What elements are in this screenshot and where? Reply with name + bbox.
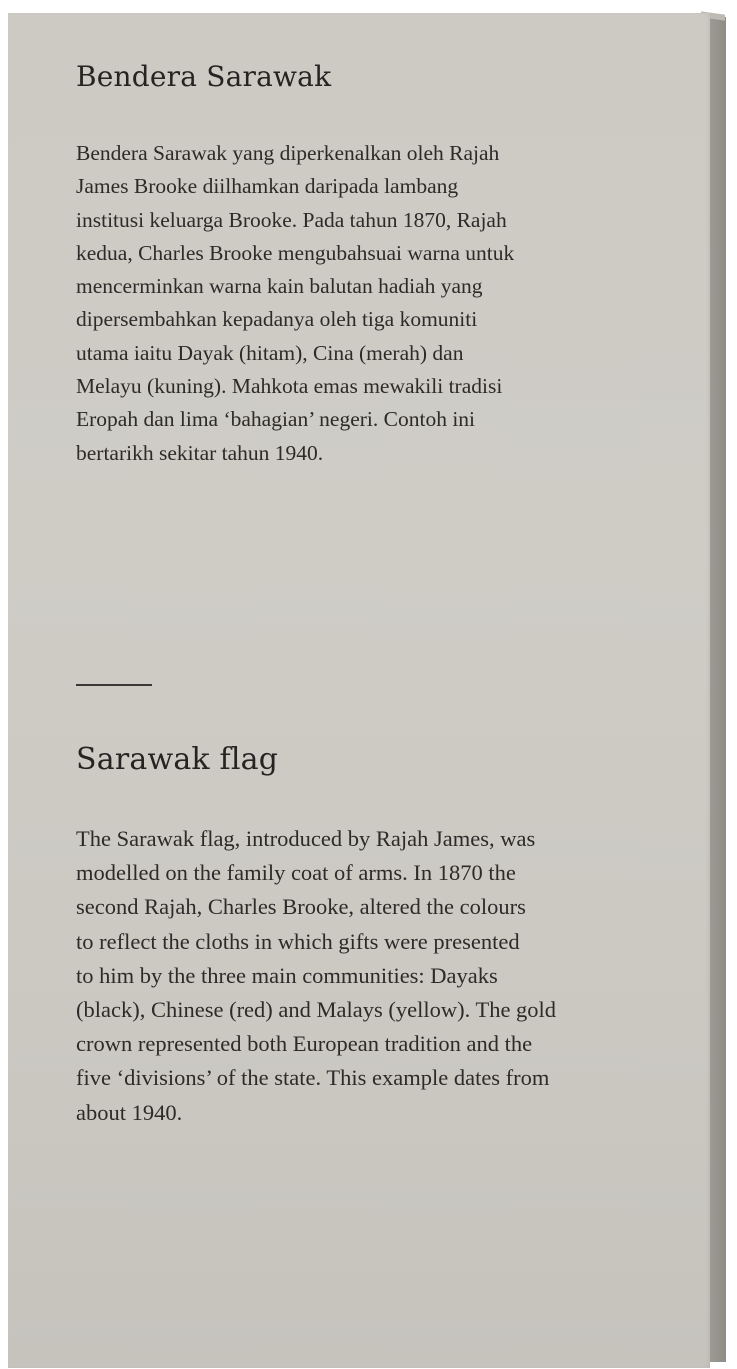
english-title: Sarawak flag xyxy=(76,742,279,777)
english-description xyxy=(76,822,666,1130)
english-line: (black), Chinese (red) and Malays (yellow). The gold xyxy=(76,997,557,1023)
malay-title: Bendera Sarawak xyxy=(76,60,332,93)
english-line: crown represented both European tradition and the xyxy=(76,1031,533,1057)
malay-line: Eropah dan lima ‘bahagian’ negeri. Contoh ini xyxy=(76,407,476,432)
malay-line: Melayu (kuning). Mahkota emas mewakili tradisi xyxy=(76,374,503,399)
malay-line: institusi keluarga Brooke. Pada tahun 1870, Rajah xyxy=(76,207,507,232)
section-divider xyxy=(76,684,152,686)
english-line: five ‘divisions’ of the state. This example dates from xyxy=(76,1065,550,1091)
malay-line: utama iaitu Dayak (hitam), Cina (merah) dan xyxy=(76,340,464,365)
malay-line: Bendera Sarawak yang diperkenalkan oleh Rajah xyxy=(76,141,500,165)
english-line: The Sarawak flag, introduced by Rajah James, was xyxy=(76,826,536,851)
english-line: to him by the three main communities: Dayaks xyxy=(76,962,498,988)
malay-line: James Brooke diilhamkan daripada lambang xyxy=(76,174,459,199)
malay-line: dipersembahkan kepadanya oleh tiga komuniti xyxy=(76,307,478,332)
malay-line: kedua, Charles Brooke mengubahsuai warna untuk xyxy=(76,240,515,265)
malay-line: mencerminkan warna kain balutan hadiah yang xyxy=(76,274,483,299)
english-line: modelled on the family coat of arms. In 1870 the xyxy=(76,860,516,886)
english-line: about 1940. xyxy=(76,1099,183,1125)
malay-line: bertarikh sekitar tahun 1940. xyxy=(76,440,324,465)
english-line: to reflect the cloths in which gifts were presented xyxy=(76,928,520,954)
english-line: second Rajah, Charles Brooke, altered the colours xyxy=(76,894,526,920)
malay-description xyxy=(76,137,666,470)
